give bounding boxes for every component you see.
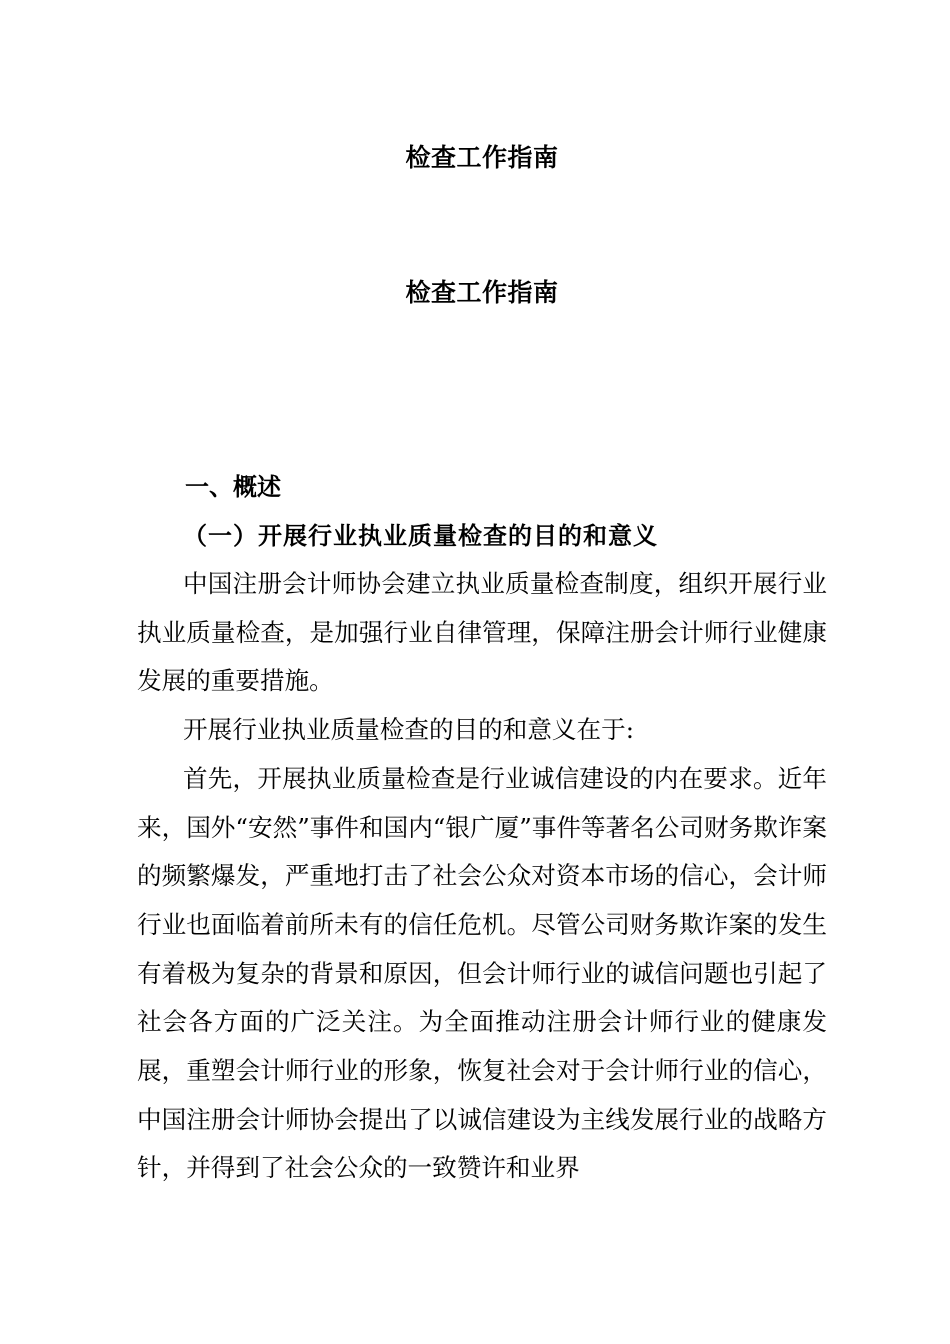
paragraph-3: 首先，开展执业质量检查是行业诚信建设的内在要求。近年来，国外“安然”事件和国内“银广厦”事件等著名公司财务欺诈案的频繁爆发，严重地打击了社会公众对资本市场的信心，会计师行业也面临着前所未有的信任危机。尽管公司财务欺诈案的发生有着极为复杂的背景和原因，但会计师行业的诚信问题也引起了社会各方面的广泛关注。为全面推动注册会计师行业的健康发展，重塑会计师行业的形象，恢复社会对于会计师行业的信心，中国注册会计师协会提出了以诚信建设为主线发展行业的战略方针，并得到了社会公众的一致赞许和业界 [137,763,827,1183]
body-text [137,560,827,1193]
document-header-title: 检查工作指南 [405,143,559,172]
section-heading: 一、概述 [185,473,281,501]
document-title: 检查工作指南 [405,278,559,307]
paragraph-1: 中国注册会计师协会建立执业质量检查制度，组织开展行业执业质量检查，是加强行业自律管理，保障注册会计师行业健康发展的重要措施。 [137,569,827,696]
paragraph-2: 开展行业执业质量检查的目的和意义在于: [183,715,634,745]
subsection-heading: （一）开展行业执业质量检查的目的和意义 [183,522,658,550]
